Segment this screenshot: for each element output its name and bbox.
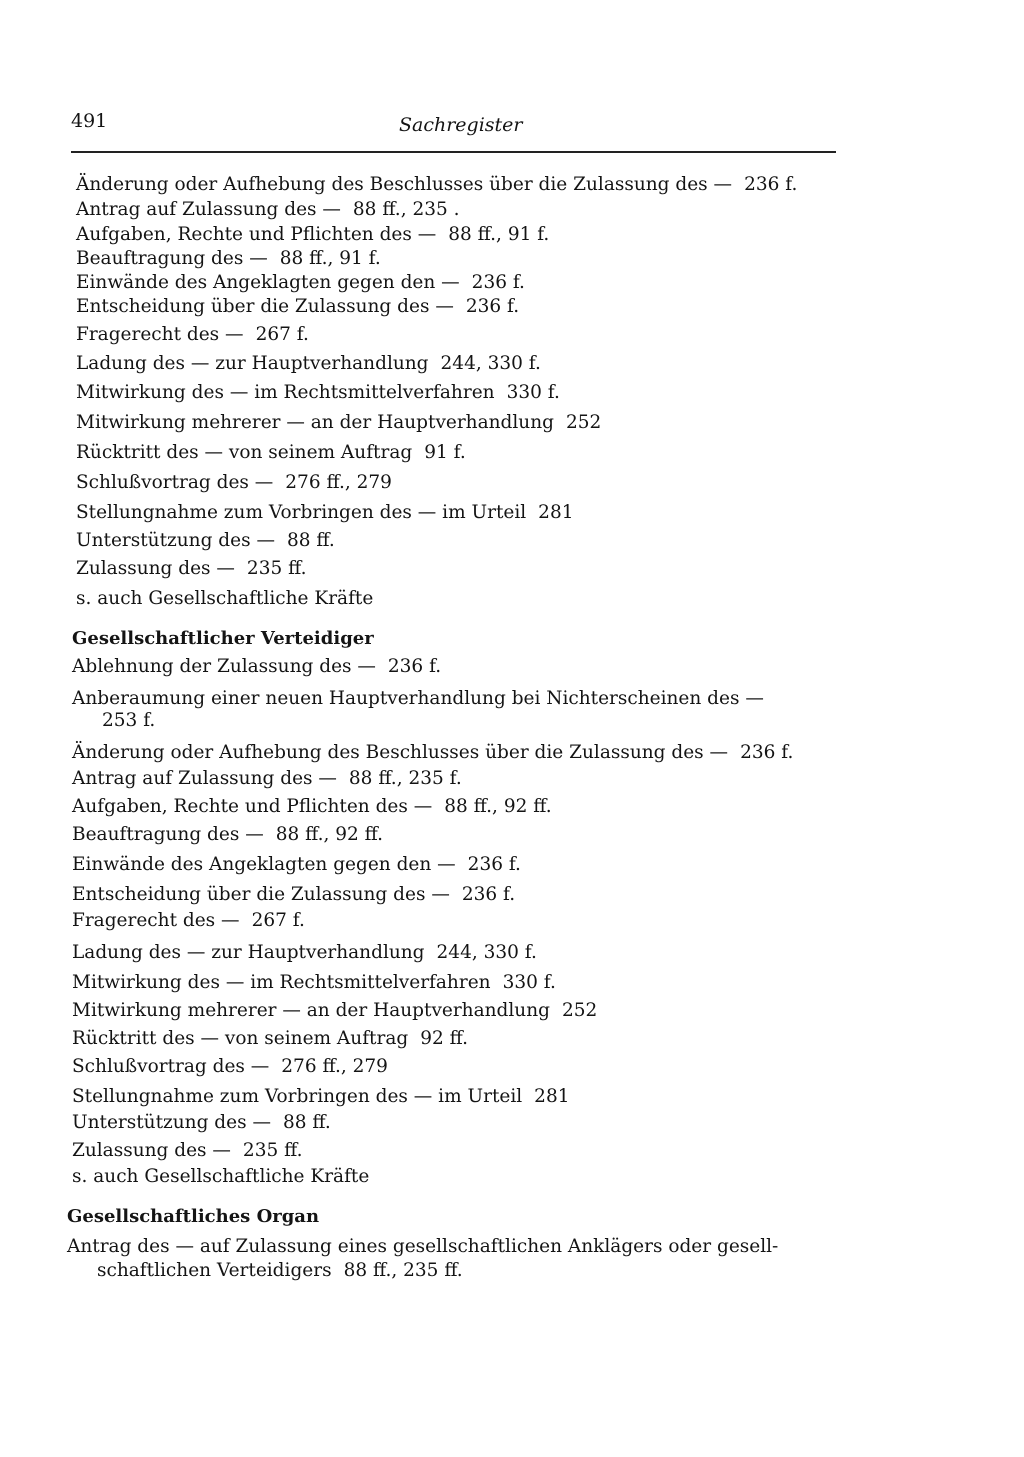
- entry-page-refs: 88 ff.: [282, 1112, 331, 1133]
- index-entry: [72, 886, 515, 905]
- entry-page-refs: 235 ff.: [242, 1140, 303, 1161]
- index-heading: Gesellschaftlicher Verteidiger: [72, 628, 374, 649]
- entry-term: Rücktritt des — von seinem Auftrag: [76, 442, 413, 463]
- entry-term: Einwände des Angeklagten gegen den —: [72, 854, 456, 875]
- entry-page-refs: 92 ff.: [420, 1028, 469, 1049]
- index-entry: [72, 798, 552, 817]
- index-entry: [76, 274, 525, 293]
- entry-term: Unterstützung des —: [72, 1112, 271, 1133]
- index-entry: [76, 590, 385, 609]
- index-entry: [67, 1262, 463, 1281]
- index-entry: [76, 414, 601, 433]
- entry-term: Schlußvortrag des —: [76, 472, 274, 493]
- index-entry: [76, 504, 573, 523]
- entry-page-refs: 281: [538, 502, 574, 523]
- index-entry: [76, 250, 381, 269]
- running-head: Sachregister: [399, 114, 523, 136]
- entry-page-refs: 281: [534, 1086, 570, 1107]
- entry-page-refs: 91 f.: [424, 442, 466, 463]
- entry-page-refs: 267 f.: [251, 910, 305, 931]
- entry-term: s. auch Gesellschaftliche Kräfte: [76, 588, 374, 609]
- index-entry: [72, 826, 383, 845]
- entry-term: Aufgaben, Rechte und Pflichten des —: [76, 224, 437, 245]
- index-entry: [72, 912, 305, 931]
- entry-page-refs: 88 ff., 92 ff.: [444, 796, 552, 817]
- entry-term: Ladung des — zur Hauptverhandlung: [72, 942, 425, 963]
- index-entry: [76, 326, 309, 345]
- index-entry: [72, 1142, 302, 1161]
- entry-page-refs: 236 f.: [471, 272, 525, 293]
- entry-page-refs: 88 ff., 91 f.: [448, 224, 550, 245]
- entry-page-refs: 276 ff., 279: [281, 1056, 388, 1077]
- entry-term: Beauftragung des —: [76, 248, 268, 269]
- entry-term: Antrag auf Zulassung des —: [72, 768, 337, 789]
- index-entry: [76, 176, 797, 195]
- index-entry: [76, 226, 549, 245]
- entry-term: Mitwirkung des — im Rechtsmittelverfahren: [72, 972, 491, 993]
- index-entry: [76, 384, 560, 403]
- entry-page-refs: 236 f.: [387, 656, 442, 677]
- entry-term: Stellungnahme zum Vorbringen des — im Urteil: [76, 502, 527, 523]
- index-entry: [72, 1058, 388, 1077]
- index-heading: Gesellschaftliches Organ: [67, 1206, 320, 1227]
- entry-page-refs: 330 f.: [502, 972, 556, 993]
- index-entry: [72, 1088, 569, 1107]
- index-entry: [72, 712, 167, 731]
- index-entry: [72, 944, 537, 963]
- entry-term: Mitwirkung mehrerer — an der Hauptverhandlung: [76, 412, 554, 433]
- index-entry: [72, 744, 793, 763]
- entry-page-refs: 88 ff., 91 f.: [279, 248, 381, 269]
- entry-page-refs: 236 f.: [744, 174, 798, 195]
- entry-page-refs: 252: [565, 412, 602, 433]
- entry-term: Antrag auf Zulassung des —: [76, 199, 341, 220]
- entry-page-refs: 88 ff., 235 .: [352, 199, 460, 220]
- entry-page-refs: 235 ff.: [246, 558, 307, 579]
- entry-term: Unterstützung des —: [76, 530, 275, 551]
- entry-term: Mitwirkung des — im Rechtsmittelverfahren: [76, 382, 495, 403]
- entry-term: schaftlichen Verteidigers: [97, 1260, 332, 1281]
- entry-page-refs: 236 f.: [467, 854, 521, 875]
- index-entry: [72, 1114, 331, 1133]
- entry-term: Schlußvortrag des —: [72, 1056, 270, 1077]
- index-entry: [76, 532, 335, 551]
- index-entry: [67, 1238, 790, 1257]
- entry-term: Zulassung des —: [72, 1140, 231, 1161]
- index-entry: [76, 298, 519, 317]
- index-entry: [72, 770, 462, 789]
- index-entry: [76, 201, 460, 220]
- entry-term: Ablehnung der Zulassung des —: [72, 656, 376, 677]
- page-number: 491: [71, 110, 108, 132]
- entry-page-refs: 267 f.: [255, 324, 309, 345]
- index-entry: [72, 1002, 597, 1021]
- entry-page-refs: 88 ff., 235 ff.: [343, 1260, 463, 1281]
- entry-term: s. auch Gesellschaftliche Kräfte: [72, 1166, 370, 1187]
- entry-term: Ladung des — zur Hauptverhandlung: [76, 353, 429, 374]
- entry-page-refs: 244, 330 f.: [436, 942, 537, 963]
- entry-page-refs: 88 ff., 235 f.: [348, 768, 462, 789]
- entry-page-refs: 236 f.: [465, 296, 520, 317]
- entry-page-refs: 244, 330 f.: [440, 353, 541, 374]
- entry-term: Aufgaben, Rechte und Pflichten des —: [72, 796, 433, 817]
- entry-page-refs: 88 ff.: [286, 530, 335, 551]
- entry-page-refs: 276 ff., 279: [285, 472, 392, 493]
- entry-term: Fragerecht des —: [76, 324, 244, 345]
- entry-term: Beauftragung des —: [72, 824, 264, 845]
- entry-page-refs: 88 ff., 92 ff.: [275, 824, 384, 845]
- entry-term: Entscheidung über die Zulassung des —: [72, 884, 450, 905]
- index-entry: [72, 856, 521, 875]
- entry-term: Zulassung des —: [76, 558, 235, 579]
- entry-page-refs: 252: [561, 1000, 598, 1021]
- entry-term: Entscheidung über die Zulassung des —: [76, 296, 454, 317]
- index-entry: [72, 1168, 381, 1187]
- entry-term: Rücktritt des — von seinem Auftrag: [72, 1028, 409, 1049]
- entry-page-refs: 236 f.: [461, 884, 516, 905]
- entry-term: Änderung oder Aufhebung des Beschlusses über die Zulassung des —: [72, 742, 729, 763]
- index-entry: [72, 658, 441, 677]
- entry-term: Anberaumung einer neuen Hauptverhandlung bei Nichterscheinen des —: [72, 688, 764, 709]
- index-entry: [76, 355, 541, 374]
- entry-page-refs: 236 f.: [740, 742, 794, 763]
- entry-term: Einwände des Angeklagten gegen den —: [76, 272, 460, 293]
- index-entry: [72, 974, 556, 993]
- index-entry: [72, 1030, 468, 1049]
- entry-term: Stellungnahme zum Vorbringen des — im Urteil: [72, 1086, 523, 1107]
- entry-page-refs: 330 f.: [506, 382, 560, 403]
- entry-term: Änderung oder Aufhebung des Beschlusses über die Zulassung des —: [76, 174, 733, 195]
- entry-term: Fragerecht des —: [72, 910, 240, 931]
- entry-term: Mitwirkung mehrerer — an der Hauptverhandlung: [72, 1000, 550, 1021]
- index-entry: [72, 690, 776, 709]
- header-rule: [71, 151, 836, 153]
- index-entry: [76, 444, 466, 463]
- entry-term: 253 f.: [102, 710, 156, 731]
- entry-term: Antrag des — auf Zulassung eines gesellschaftlichen Anklägers oder gesell-: [67, 1236, 779, 1257]
- index-entry: [76, 474, 392, 493]
- index-entry: [76, 560, 306, 579]
